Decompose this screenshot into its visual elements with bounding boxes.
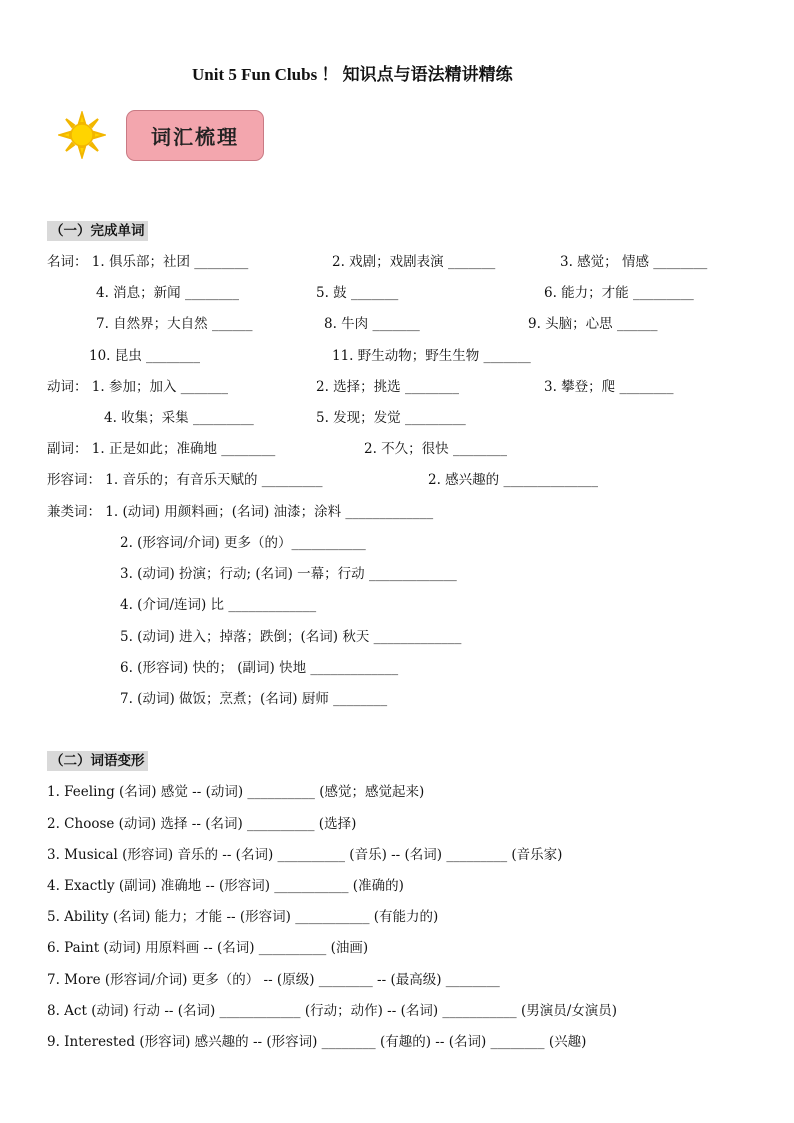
vocab-noun-6: 6. 能力；才能 _________ <box>544 285 694 301</box>
vocab-verb-2: 2. 选择；挑选 ________ <box>316 379 459 395</box>
transform-4: 4. Exactly (副词) 准确地 -- (形容词) ___________ (准确的) <box>47 878 404 894</box>
vocab-verb-4: 4. 收集；采集 _________ <box>104 410 254 426</box>
transform-8: 8. Act (动词) 行动 -- (名词) ____________ (行动；动作) -- (名词) ___________ (男演员/女演员) <box>47 1003 618 1019</box>
transform-6: 6. Paint (动词) 用原料画 -- (名词) __________ (油画) <box>47 940 369 956</box>
vocab-noun-1: 名词： 1. 俱乐部；社团 ________ <box>47 254 249 270</box>
sun-icon <box>58 111 106 159</box>
badge-label: 词汇梳理 <box>151 125 239 149</box>
vocab-noun-10: 10. 昆虫 ________ <box>89 348 201 364</box>
transform-9: 9. Interested (形容词) 感兴趣的 -- (形容词) ________ (有趣的) -- (名词) ________ (兴趣) <box>47 1034 587 1050</box>
vocab-adverb-1: 副词： 1. 正是如此；准确地 ________ <box>47 441 276 457</box>
vocab-noun-4: 4. 消息；新闻 ________ <box>96 285 239 301</box>
vocab-noun-11: 11. 野生动物；野生生物 _______ <box>332 348 531 364</box>
vocab-multi-2: 2. (形容词/介词) 更多（的）___________ <box>120 535 366 551</box>
section-heading-complete-words: （一）完成单词 <box>47 221 148 241</box>
vocab-multi-5: 5. (动词) 进入；掉落；跌倒；(名词) 秋天 _____________ <box>120 629 462 645</box>
vocab-noun-9: 9. 头脑；心思 ______ <box>528 316 658 332</box>
page-title: Unit 5 Fun Clubs ！ 知识点与语法精讲精练 <box>192 65 513 84</box>
vocab-multi-3: 3. (动词) 扮演；行动; (名词) 一幕；行动 _____________ <box>120 566 457 582</box>
transform-7: 7. More (形容词/介词) 更多（的） -- (原级) ________ -- (最高级) ________ <box>47 972 500 988</box>
vocab-noun-8: 8. 牛肉 _______ <box>324 316 420 332</box>
vocab-adverb-2: 2. 不久；很快 ________ <box>364 441 507 457</box>
transform-3: 3. Musical (形容词) 音乐的 -- (名词) __________ (音乐) -- (名词) _________ (音乐家) <box>47 847 563 863</box>
vocabulary-badge <box>126 110 264 161</box>
vocab-noun-5: 5. 鼓 _______ <box>316 285 399 301</box>
vocab-verb-3: 3. 攀登；爬 ________ <box>544 379 674 395</box>
vocab-multi-7: 7. (动词) 做饭；烹煮；(名词) 厨师 ________ <box>120 691 388 707</box>
transform-2: 2. Choose (动词) 选择 -- (名词) __________ (选择) <box>47 816 357 832</box>
vocab-verb-5: 5. 发现；发觉 _________ <box>316 410 466 426</box>
vocab-verb-1: 动词： 1. 参加；加入 _______ <box>47 379 229 395</box>
vocab-noun-7: 7. 自然界；大自然 ______ <box>96 316 253 332</box>
vocab-noun-2: 2. 戏剧；戏剧表演 _______ <box>332 254 496 270</box>
transform-1: 1. Feeling (名词) 感觉 -- (动词) __________ (感觉；感觉起来) <box>47 784 425 800</box>
vocab-adjective-1: 形容词： 1. 音乐的；有音乐天赋的 _________ <box>47 472 323 488</box>
vocab-noun-3: 3. 感觉； 情感 ________ <box>560 254 708 270</box>
section-heading-word-forms: （二）词语变形 <box>47 751 148 771</box>
vocab-multi-4: 4. (介词/连词) 比 _____________ <box>120 597 317 613</box>
vocab-multi-1: 兼类词： 1. (动词) 用颜料画；(名词) 油漆；涂料 _____________ <box>47 504 434 520</box>
vocab-adjective-2: 2. 感兴趣的 ______________ <box>428 472 598 488</box>
vocab-multi-6: 6. (形容词) 快的； (副词) 快地 _____________ <box>120 660 399 676</box>
transform-5: 5. Ability (名词) 能力；才能 -- (形容词) ___________ (有能力的) <box>47 909 439 925</box>
